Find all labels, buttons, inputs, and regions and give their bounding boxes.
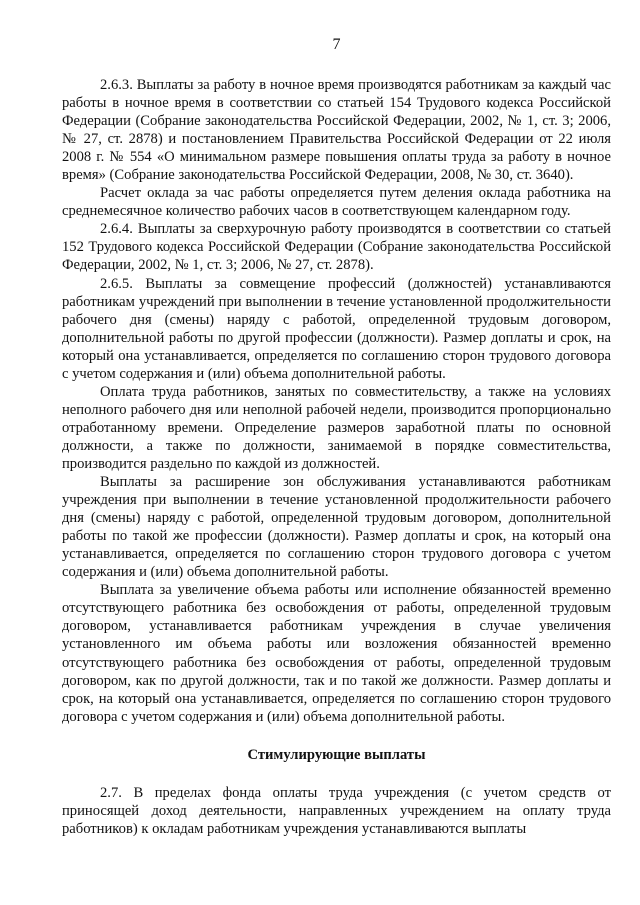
document-page bbox=[62, 0, 611, 905]
section-heading: Стимулирующие выплаты bbox=[247, 746, 426, 763]
paragraph-workload-increase: Выплата за увеличение объема работы или исполнение обязанностей временно отсутствующего работника без освобождения от работы, определенной трудовым договором, устанавливается работникам учреждения в случае увеличения установленного им объема работы или возложения обязанностей временно отсутствующего работника без освобождения от работы, определенной трудовым договором, как по другой должности, так и по такой же должности. Размер доплаты и срок, на который она устанавливается, определяется по соглашению сторон трудового договора с учетом содержания и (или) объема дополнительной работы. bbox=[62, 582, 611, 725]
paragraph-part-time: Оплата труда работников, занятых по совместительству, а также на условиях неполного рабочего дня или неполной рабочей недели, производится пропорционально отработанному времени. Определение размеров заработной платы по основной должности, а также по должности, занимаемой в порядке совместительства, производится раздельно по каждой из должностей. bbox=[62, 383, 611, 472]
page-number: 7 bbox=[332, 36, 341, 53]
paragraph-hourly-rate: Расчет оклада за час работы определяется путем деления оклада работника на среднемесячное количество рабочих часов в соответствующем календарном году. bbox=[62, 185, 611, 220]
document-body bbox=[62, 76, 611, 838]
paragraph-service-zones: Выплаты за расширение зон обслуживания устанавливаются работникам учреждения при выполнении в течение установленной продолжительности рабочего дня (смены) наряду с работой, определенной трудовым договором, дополнительной работы по такой же профессии (должности). Размер доплаты и срок, на который она устанавливается, определяется по соглашению сторон трудового договора с учетом содержания и (или) объема дополнительной работы. bbox=[62, 474, 611, 581]
paragraph-2-6-5: 2.6.5. Выплаты за совмещение профессий (должностей) устанавливаются работникам учреждений при выполнении в течение установленной продолжительности рабочего дня (смены) наряду с работой, определенной трудовым договором, дополнительной работы по другой профессии (должности). Размер доплаты и срок, на который она устанавливается, определяется по соглашению сторон трудового договора с учетом содержания и (или) объема дополнительной работы. bbox=[62, 275, 611, 382]
paragraph-2-6-4: 2.6.4. Выплаты за сверхурочную работу производятся в соответствии со статьей 152 Трудового кодекса Российской Федерации (Собрание законодательства Российской Федерации, 2002, № 1, ст. 3; 2006, № 27, ст. 2878). bbox=[62, 221, 611, 274]
paragraph-2-7: 2.7. В пределах фонда оплаты труда учреждения (с учетом средств от приносящей доход деятельности, направленных учреждением на оплату труда работников) к окладам работникам учреждения устанавливаются выплаты bbox=[62, 784, 611, 837]
paragraph-2-6-3: 2.6.3. Выплаты за работу в ночное время производятся работникам за каждый час работы в ночное время в соответствии со статьей 154 Трудового кодекса Российской Федерации (Собрание законодательства Российской Федерации, 2002, № 1, ст. 3; 2006, № 27, ст. 2878) и постановлением Правительства Российской Федерации от 22 июля 2008 г. № 554 «О минимальном размере повышения оплаты труда за работу в ночное время» (Собрание законодательства Российской Федерации, 2008, № 30, ст. 3640). bbox=[62, 77, 611, 184]
